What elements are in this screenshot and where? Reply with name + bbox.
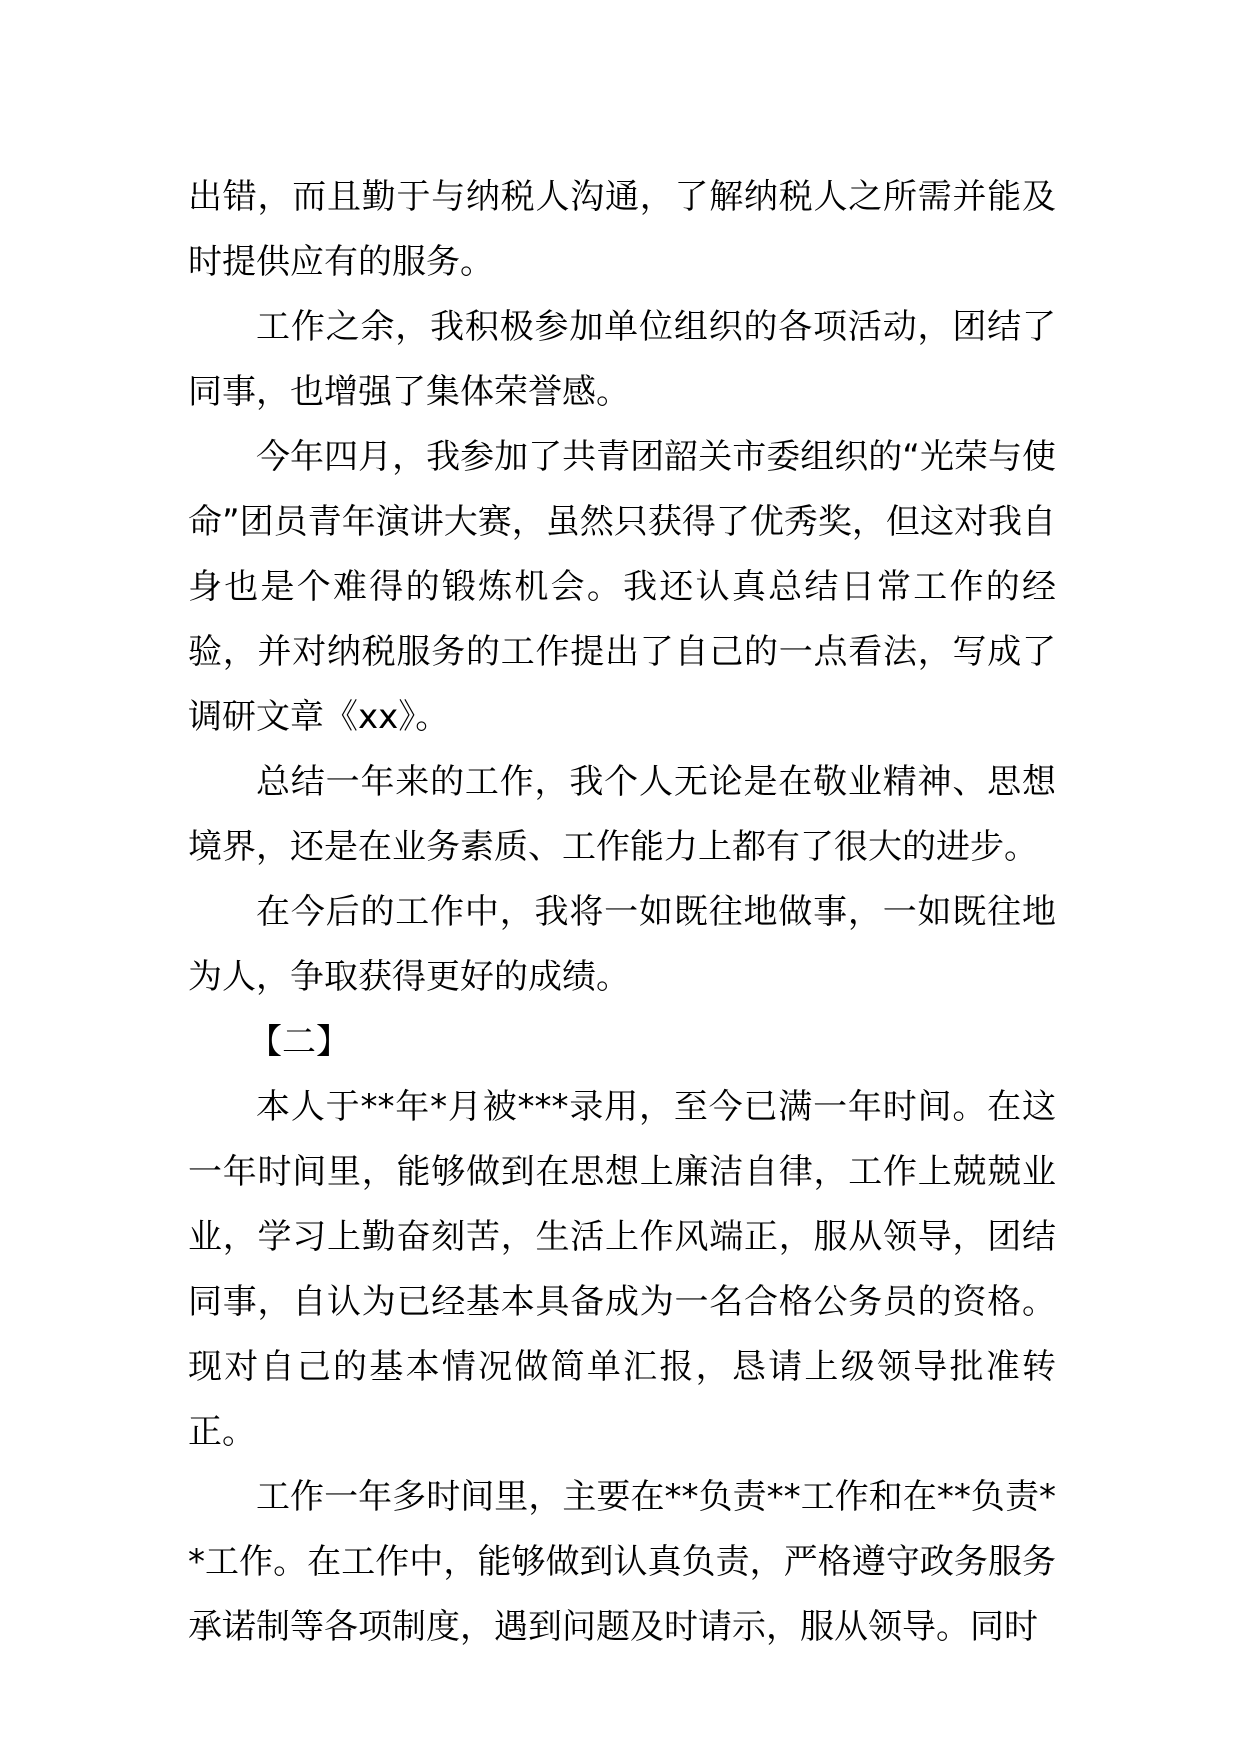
paragraph-7: 工作一年多时间里，主要在**负责**工作和在**负责**工作。在工作中，能够做到认真负责，严格遵守政务服务承诺制等各项制度，遇到问题及时请示，服从领导。同时: [188, 1477, 1056, 1647]
paragraph-3: 今年四月，我参加了共青团韶关市委组织的“光荣与使命”团员青年演讲大赛，虽然只获得了优秀奖，但这对我自身也是个难得的锻炼机会。我还认真总结日常工作的经验，并对纳税服务的工作提出了自己的一点看法，写成了调研文章《xx》。: [188, 437, 1056, 737]
paragraph-5: 在今后的工作中，我将一如既往地做事，一如既往地为人，争取获得更好的成绩。: [188, 892, 1056, 997]
section-heading: 【二】: [248, 1022, 350, 1062]
paragraph-1: 出错，而且勤于与纳税人沟通，了解纳税人之所需并能及时提供应有的服务。: [188, 177, 1056, 282]
paragraph-4: 总结一年来的工作，我个人无论是在敬业精神、思想境界，还是在业务素质、工作能力上都有了很大的进步。: [188, 762, 1056, 867]
paragraph-2: 工作之余，我积极参加单位组织的各项活动，团结了同事，也增强了集体荣誉感。: [188, 307, 1056, 412]
document-body: [188, 165, 1056, 1660]
paragraph-6: 本人于**年*月被***录用，至今已满一年时间。在这一年时间里，能够做到在思想上廉洁自律，工作上兢兢业业，学习上勤奋刻苦，生活上作风端正，服从领导，团结同事，自认为已经基本具备成为一名合格公务员的资格。现对自己的基本情况做简单汇报，恳请上级领导批准转正。: [188, 1087, 1056, 1452]
